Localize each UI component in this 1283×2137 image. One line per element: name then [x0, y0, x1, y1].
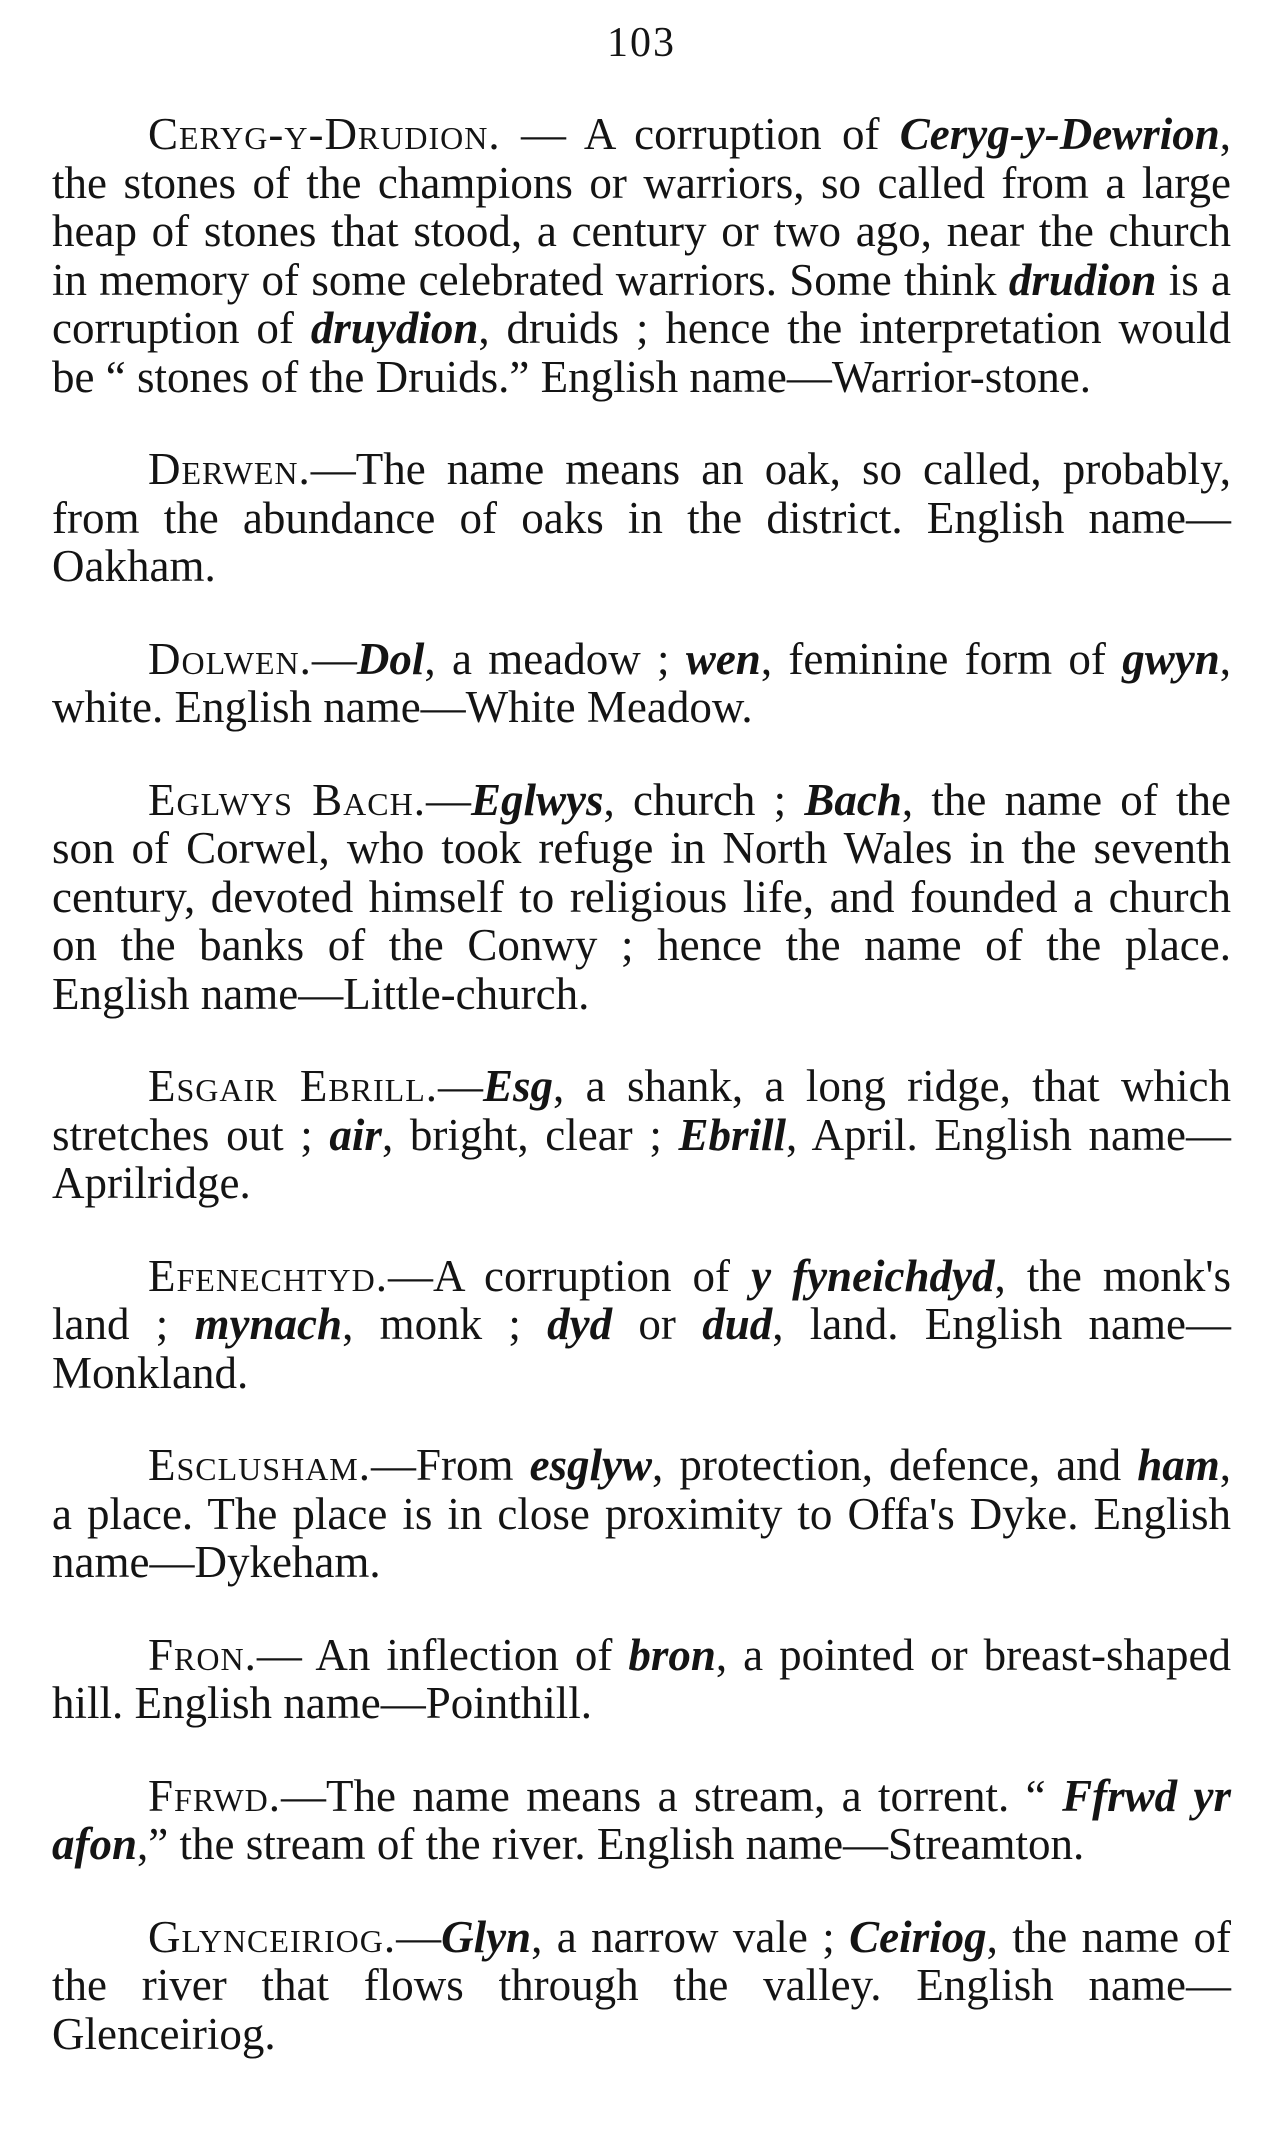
entry-headword: Dolwen. [148, 633, 312, 684]
entry-text [52, 1913, 1231, 2059]
entry-body-text: , white. English name—White Meadow. [52, 633, 1231, 732]
entry-body-text: , the monk's land ; [52, 1250, 1231, 1349]
entry-body-text: or [612, 1299, 703, 1349]
entry-body-text: , a place. The place is in close proximity to Offa's Dyke. English name—Dykeham. [52, 1440, 1231, 1587]
entry-headword: Efenechtyd. [148, 1250, 388, 1301]
entry-body-text: — [425, 774, 471, 825]
entry-text [52, 1252, 1231, 1398]
entry-body-text: — An inflection of [256, 1629, 629, 1680]
entry-headword: Esclusham. [148, 1440, 372, 1490]
welsh-term: druydion [310, 303, 479, 353]
entry-text [52, 635, 1231, 732]
entry-body-text: , a meadow ; [424, 633, 686, 684]
entry-text [52, 445, 1231, 591]
entry-headword: Eglwys Bach. [148, 774, 426, 825]
welsh-term: y fyneichdyd [751, 1250, 995, 1301]
entry-body-text: — [311, 633, 357, 684]
entry-headword: Fron. [148, 1629, 257, 1680]
entry-body-text: , a pointed or breast-shaped hill. English name—Pointhill. [52, 1629, 1231, 1728]
welsh-term: Ceiriog [849, 1911, 987, 1962]
entry [52, 1252, 1231, 1398]
entry-body-text: , the name of the river that flows through the valley. English name—Glenceiriog. [52, 1911, 1231, 2059]
page-number: 103 [607, 20, 676, 66]
entry-headword: Ffrwd. [148, 1770, 281, 1821]
entry-body-text: —From [371, 1440, 530, 1490]
welsh-term: ham [1137, 1440, 1220, 1490]
welsh-term: Ffrwd yr afon [52, 1770, 1232, 1869]
welsh-term: Glyn [441, 1911, 532, 1962]
entry-body-text: , protection, defence, and [652, 1440, 1138, 1490]
entry-body-text: — A corruption of [500, 109, 900, 159]
welsh-term: Bach [804, 774, 902, 825]
entry-headword: Derwen. [148, 444, 311, 494]
entry-body-text: , church ; [603, 774, 805, 825]
entry-body-text: —The name means a stream, a torrent. “ [280, 1770, 1063, 1821]
entry-body-text: —The name means an oak, so called, probably, from the abundance of oaks in the district. English name—Oakham. [52, 444, 1231, 591]
welsh-term: air [329, 1109, 382, 1160]
entry [52, 1631, 1231, 1728]
welsh-term: gwyn [1122, 633, 1220, 684]
entry-text [52, 1062, 1231, 1208]
welsh-term: Esg [483, 1061, 554, 1111]
welsh-term: Dol [356, 633, 425, 684]
entry-list [52, 110, 1231, 2058]
welsh-term: bron [628, 1629, 716, 1680]
entry-body-text: , a narrow vale ; [531, 1911, 850, 1962]
welsh-term: esglyw [529, 1440, 653, 1490]
entry-body-text: ,” the stream of the river. English name—Streamton. [137, 1819, 1085, 1869]
entry [52, 1062, 1231, 1208]
entry-text [52, 110, 1231, 401]
welsh-term: dud [702, 1299, 773, 1349]
entry-text [52, 1631, 1231, 1728]
entry [52, 1441, 1231, 1587]
entry-body-text: is a corruption of [52, 254, 1231, 353]
entry-headword: Esgair Ebrill. [148, 1061, 439, 1111]
entry-body-text: , feminine form of [760, 633, 1123, 684]
entry-body-text: , monk ; [342, 1299, 548, 1349]
entry-body-text: , druids ; hence the interpretation would be “ stones of the Druids.” English name—Warrior-stone. [52, 303, 1231, 402]
welsh-term: Ebrill [678, 1109, 787, 1160]
entry [52, 110, 1231, 401]
entry-body-text: , bright, clear ; [381, 1109, 679, 1160]
entry-text [52, 1441, 1231, 1587]
welsh-term: dyd [547, 1299, 613, 1349]
entry [52, 776, 1231, 1019]
entry-body-text: , land. English name—Monkland. [52, 1299, 1231, 1398]
entry-body-text: , a shank, a long ridge, that which stretches out ; [52, 1061, 1231, 1160]
entry-body-text: — [438, 1061, 484, 1111]
welsh-term: mynach [194, 1299, 343, 1349]
welsh-term: drudion [1008, 254, 1157, 305]
entry [52, 1913, 1231, 2059]
entry-body-text: , the stones of the champions or warriors, so called from a large heap of stones that stood, a century or two ago, near the church in memory of some celebrated warriors. Some think [52, 109, 1231, 305]
entry-text [52, 776, 1231, 1019]
welsh-term: Eglwys [470, 774, 604, 825]
entry [52, 635, 1231, 732]
entry-text [52, 1772, 1231, 1869]
entry-body-text: — [396, 1911, 442, 1962]
entry [52, 445, 1231, 591]
entry [52, 1772, 1231, 1869]
entry-body-text: —A corruption of [387, 1250, 752, 1301]
entry-headword: Glynceiriog. [148, 1911, 397, 1962]
welsh-term: Ceryg-y-Dewrion [899, 109, 1220, 159]
entry-body-text: , the name of the son of Corwel, who took refuge in North Wales in the seventh century, devoted himself to religious life, and founded a church on the banks of the Conwy ; hence the name of the place. English name—Little-church. [52, 774, 1231, 1019]
entry-body-text: , April. English name—Aprilridge. [52, 1109, 1231, 1208]
welsh-term: wen [685, 633, 761, 684]
entry-headword: Ceryg-y-Drudion. [148, 109, 501, 159]
